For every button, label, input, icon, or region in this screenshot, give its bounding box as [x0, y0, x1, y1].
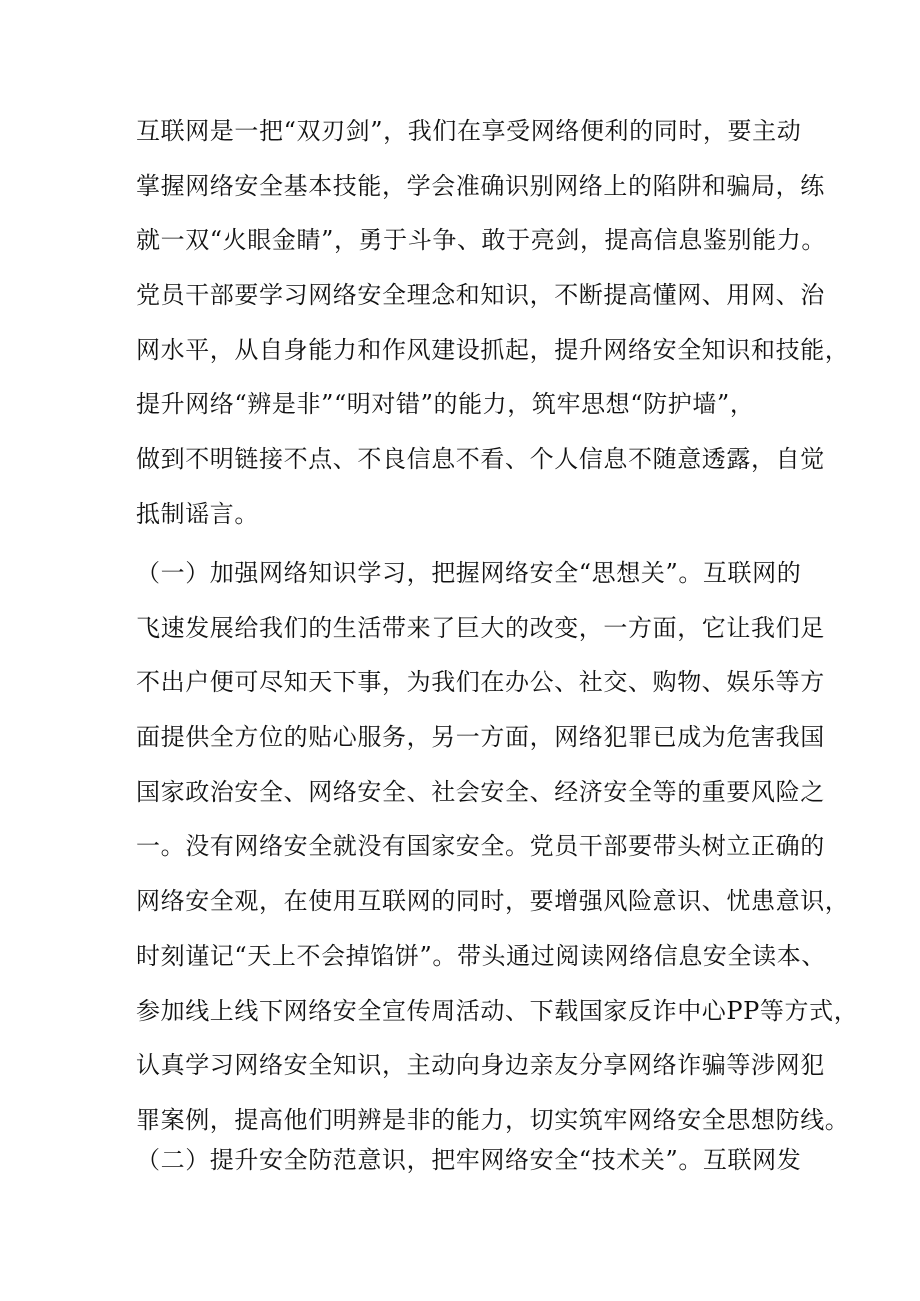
paragraph-section-1 [136, 546, 859, 1148]
text-line: （二）提升安全防范意识，把牢网络安全“技术关”。互联网发 [136, 1146, 802, 1174]
text-line: 网络安全观，在使用互联网的同时，要增强风险意识、忧患意识， [136, 887, 850, 916]
paragraph-section-2 [136, 1133, 816, 1188]
text-line: 面提供全方位的贴心服务，另一方面，网络犯罪已成为危害我国 [136, 723, 825, 752]
text-line: 做到不明链接不点、不良信息不看、个人信息不随意透露，自觉 [136, 445, 825, 474]
text-line: （一）加强网络知识学习，把握网络安全“思想关”。互联网的 [136, 559, 802, 587]
text-line: 不出户便可尽知天下事，为我们在办公、社交、购物、娱乐等方 [136, 668, 825, 697]
text-line: 提升网络“辨是非”“明对错”的能力，筑牢思想“防护墙”， [136, 390, 755, 419]
text-line: 罪案例，提高他们明辨是非的能力，切实筑牢网络安全思想防线。 [136, 1105, 850, 1134]
text-line: 时刻谨记“天上不会掉馅饼”。带头通过阅读网络信息安全读本、 [136, 941, 826, 970]
text-line: 一。没有网络安全就没有国家安全。党员干部要带头树立正确的 [136, 832, 825, 861]
text-line: 互联网是一把“双刃剑”，我们在享受网络便利的同时，要主动 [136, 117, 802, 145]
text-line: 掌握网络安全基本技能，学会准确识别网络上的陷阱和骗局，练 [136, 171, 825, 200]
text-line: 国家政治安全、网络安全、社会安全、经济安全等的重要风险之 [136, 777, 825, 806]
text-line: 党员干部要学习网络安全理念和知识，不断提高懂网、用网、治 [136, 281, 825, 310]
text-line: 抵制谣言。 [136, 499, 259, 528]
text-line: 参加线上线下网络安全宣传周活动、下载国家反诈中心PP等方式， [136, 996, 859, 1025]
text-line: 就一双“火眼金睛”，勇于斗争、敢于亮剑，提高信息鉴别能力。 [136, 226, 826, 255]
text-line: 网水平，从自身能力和作风建设抓起，提升网络安全知识和技能， [136, 335, 850, 364]
text-line: 飞速发展给我们的生活带来了巨大的改变，一方面，它让我们足 [136, 613, 825, 642]
text-line: 认真学习网络安全知识，主动向身边亲友分享网络诈骗等涉网犯 [136, 1051, 825, 1080]
paragraph-intro [136, 104, 850, 542]
